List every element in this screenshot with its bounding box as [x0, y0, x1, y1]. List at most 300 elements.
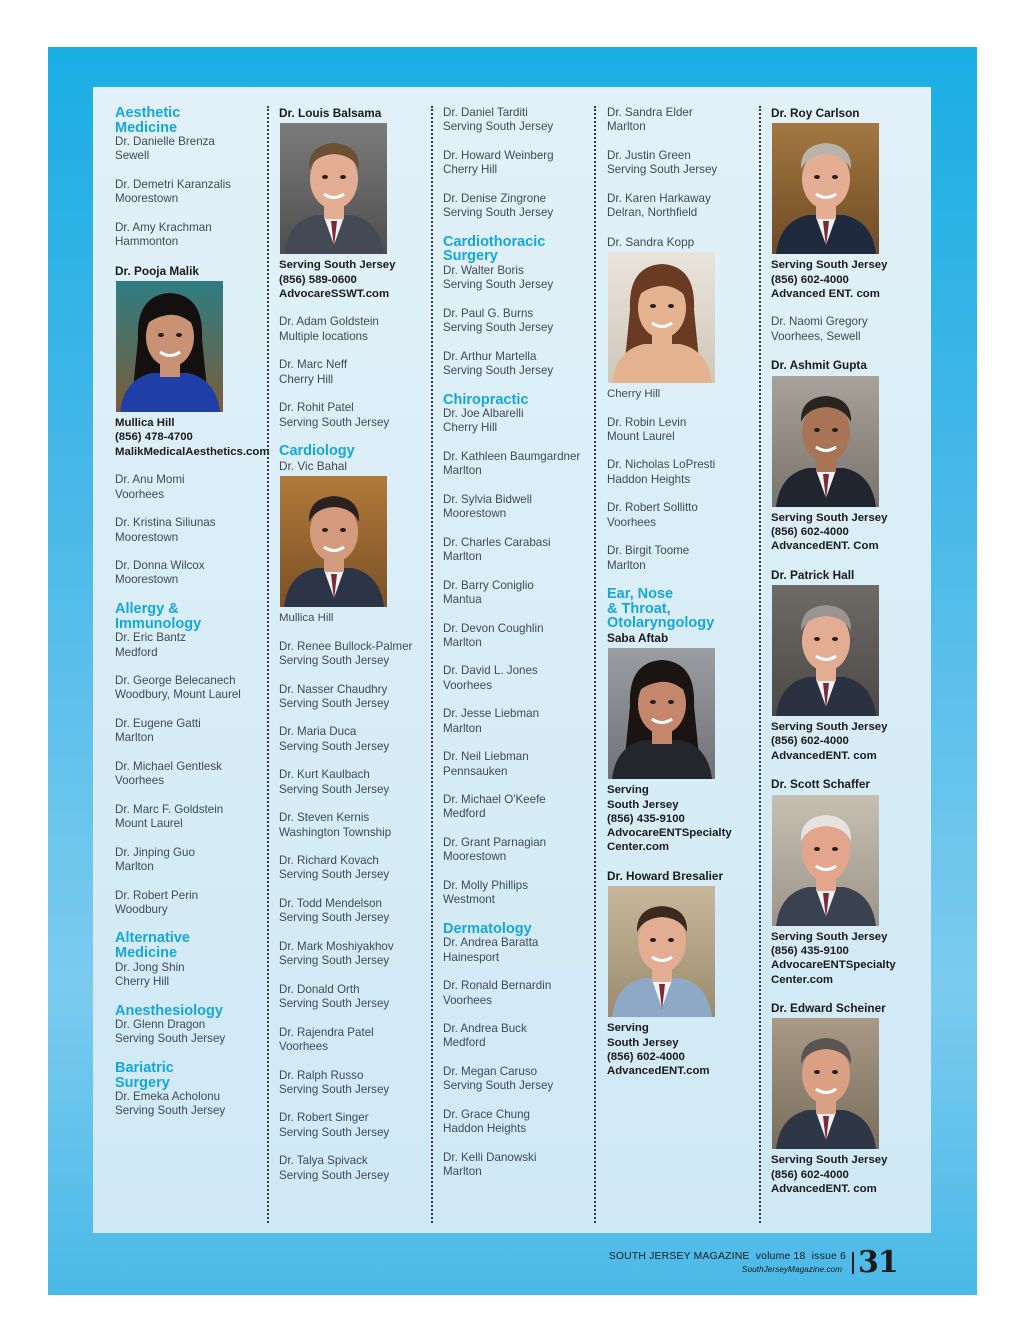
doctor-location: Serving South Jersey: [443, 120, 554, 134]
doctor-entry: [279, 1111, 434, 1140]
doctor-photo: [772, 795, 879, 926]
phone-number: (856) 602-4000: [771, 525, 849, 538]
doctor-entry: [443, 936, 598, 965]
portrait-photo: [772, 123, 879, 254]
doctor-photo: [280, 476, 387, 607]
doctor-name: Dr. Karen Harkaway: [607, 191, 711, 205]
category-heading-line: Ear, Nose: [607, 586, 674, 603]
doctor-name: Dr. Neil Liebman: [443, 750, 529, 764]
portrait-photo: [772, 376, 879, 507]
portrait-photo: [608, 252, 715, 383]
doctor-entry: [443, 750, 598, 779]
featured-doctor-info: [607, 387, 762, 401]
featured-doctor: [771, 1001, 926, 1196]
doctor-location: Serving South Jersey: [279, 868, 390, 882]
featured-doctor: [771, 358, 926, 553]
doctor-name: Dr. Kurt Kaulbach: [279, 768, 370, 782]
practice-location: Serving South Jersey: [771, 721, 888, 734]
doctor-entry: [443, 493, 598, 522]
category-heading-line: Cardiothoracic: [443, 233, 546, 250]
category-heading-line: Alternative: [115, 930, 190, 947]
doctor-name: Dr. Robert Perin: [115, 888, 199, 902]
doctor-name: Dr. Talya Spivack: [279, 1154, 368, 1168]
doctor-location: Marlton: [607, 120, 646, 134]
doctor-entry: [443, 579, 598, 608]
doctor-entry: [443, 1151, 598, 1180]
doctor-location: Hainesport: [443, 950, 500, 964]
category-heading-line: Medicine: [115, 119, 178, 136]
doctor-location: Serving South Jersey: [279, 1168, 390, 1182]
doctor-entry: [115, 674, 270, 703]
doctor-name: Dr. Ralph Russo: [279, 1068, 364, 1082]
doctor-name: Dr. Joe Albarelli: [443, 407, 524, 421]
doctor-entry: [607, 544, 762, 573]
doctor-location: Cherry Hill: [115, 974, 170, 988]
featured-doctor-name: Dr. Vic Bahal: [279, 458, 347, 473]
doctor-name: Dr. Kelli Danowski: [443, 1150, 537, 1164]
footer-url[interactable]: SouthJerseyMagazine.com: [741, 1264, 842, 1274]
practice-location: Serving: [607, 1022, 649, 1035]
column-divider: [267, 106, 269, 1223]
doctor-name: Dr. Adam Goldstein: [279, 315, 379, 329]
doctor-photo: [608, 886, 715, 1017]
practice-location: AdvancedENT. com: [771, 1183, 877, 1196]
doctor-location: Serving South Jersey: [607, 163, 718, 177]
featured-doctor: [607, 631, 762, 855]
doctor-name: Dr. Birgit Toome: [607, 544, 690, 558]
doctor-location: Serving South Jersey: [279, 997, 390, 1011]
doctor-location: Serving South Jersey: [279, 415, 390, 429]
practice-location: AdvancedENT. com: [771, 749, 877, 762]
doctor-name: Dr. Todd Mendelson: [279, 896, 382, 910]
doctor-entry: [279, 358, 434, 387]
doctor-entry: [443, 350, 598, 379]
doctor-entry: [115, 221, 270, 250]
portrait-photo: [772, 795, 879, 926]
doctor-name: Dr. Paul G. Burns: [443, 306, 534, 320]
doctor-name: Dr. Jesse Liebman: [443, 707, 540, 721]
page-number: 31: [858, 1245, 898, 1280]
category-heading: [115, 106, 270, 135]
doctor-entry: [115, 1090, 270, 1119]
doctor-entry: [443, 407, 598, 436]
doctor-entry: [279, 897, 434, 926]
doctor-entry: [279, 940, 434, 969]
doctor-name: Dr. Howard Weinberg: [443, 148, 554, 162]
doctor-entry: [443, 793, 598, 822]
doctor-entry: [115, 760, 270, 789]
doctor-entry: [279, 401, 434, 430]
footer-masthead: [609, 1251, 846, 1262]
doctor-photo: [772, 376, 879, 507]
doctor-name: Dr. Rohit Patel: [279, 401, 354, 415]
doctor-name: Dr. David L. Jones: [443, 664, 538, 678]
doctor-entry: [115, 178, 270, 207]
doctor-location: Serving South Jersey: [443, 321, 554, 335]
doctor-name: Dr. Ronald Bernardin: [443, 979, 552, 993]
doctor-entry: [607, 106, 762, 135]
doctor-name: Dr. Renee Bullock-Palmer: [279, 639, 413, 653]
doctor-location: Voorhees: [115, 487, 164, 501]
doctor-entry: [607, 501, 762, 530]
featured-doctor-name: Dr. Patrick Hall: [771, 567, 855, 582]
phone-number: (856) 478-4700: [115, 431, 193, 444]
category-heading: [443, 922, 598, 937]
featured-doctor: [279, 106, 434, 301]
doctor-entry: [607, 416, 762, 445]
doctor-entry: [607, 149, 762, 178]
doctor-location: Serving South Jersey: [115, 1104, 226, 1118]
category-heading-line: Anesthesiology: [115, 1002, 223, 1019]
featured-doctor-name: Dr. Ashmit Gupta: [771, 358, 867, 373]
website-link[interactable]: AdvocareSSWT.com: [279, 287, 390, 300]
doctor-entry: [115, 135, 270, 164]
doctor-name: Dr. Michael O'Keefe: [443, 793, 546, 807]
doctor-location: Voorhees: [607, 515, 656, 529]
doctor-entry: [279, 1069, 434, 1098]
doctor-location: Cherry Hill: [443, 163, 498, 177]
practice-location: Serving South Jersey: [771, 930, 888, 943]
doctor-name: Dr. Eric Bantz: [115, 631, 186, 645]
doctor-location: Multiple locations: [279, 329, 368, 343]
phone-number: (856) 435-9100: [607, 812, 685, 825]
doctor-entry: [443, 707, 598, 736]
featured-doctor-name: Dr. Louis Balsama: [279, 106, 382, 120]
phone-number: (856) 602-4000: [607, 1050, 685, 1063]
doctor-name: Dr. Demetri Karanzalis: [115, 178, 231, 192]
column-divider: [594, 106, 596, 1223]
category-heading: [443, 235, 598, 264]
doctor-entry: [115, 516, 270, 545]
doctor-name: Dr. Marc Neff: [279, 358, 348, 372]
doctor-entry: [443, 664, 598, 693]
doctor-location: Woodbury: [115, 902, 168, 916]
doctor-location: Marlton: [443, 550, 482, 564]
doctor-name: Dr. Danielle Brenza: [115, 135, 215, 149]
doctor-entry: [279, 1154, 434, 1183]
featured-doctor-info: [771, 1153, 926, 1196]
doctor-location: Marlton: [443, 721, 482, 735]
doctor-name: Dr. Daniel Tarditi: [443, 106, 528, 119]
doctor-photo: [280, 123, 387, 254]
doctor-entry: [115, 1018, 270, 1047]
doctor-location: Moorestown: [443, 507, 507, 521]
doctor-entry: [115, 473, 270, 502]
practice-location: Mullica Hill: [115, 417, 175, 430]
doctor-name: Dr. Anu Momi: [115, 473, 185, 487]
doctor-location: Marlton: [443, 1165, 482, 1179]
doctor-location: Serving South Jersey: [279, 653, 390, 667]
portrait-photo: [772, 585, 879, 716]
doctor-name: Dr. Maria Duca: [279, 725, 357, 739]
category-heading-line: Surgery: [443, 248, 498, 265]
doctor-entry: [443, 450, 598, 479]
doctor-name: Dr. Arthur Martella: [443, 349, 537, 363]
doctor-location: Serving South Jersey: [279, 911, 390, 925]
doctor-name: Dr. Barry Coniglio: [443, 578, 534, 592]
doctor-name: Dr. Emeka Acholonu: [115, 1090, 221, 1104]
portrait-photo: [772, 1018, 879, 1149]
website-link[interactable]: Center.com: [771, 973, 834, 986]
doctor-entry: [771, 315, 926, 344]
practice-location: Serving South Jersey: [771, 511, 888, 524]
portrait-photo: [608, 648, 715, 779]
doctor-location: Medford: [443, 807, 486, 821]
practice-location: Serving: [607, 784, 649, 797]
practice-location: Advanced ENT. com: [771, 287, 880, 300]
doctor-entry: [279, 640, 434, 669]
doctor-name: Dr. Denise Zingrone: [443, 191, 547, 205]
doctor-name: Dr. George Belecanech: [115, 674, 236, 688]
category-heading-line: Chiropractic: [443, 391, 529, 408]
doctor-location: Voorhees, Sewell: [771, 329, 861, 343]
category-heading-line: Medicine: [115, 945, 178, 962]
footer-volume: volume 18: [755, 1251, 806, 1262]
doctor-location: Westmont: [443, 893, 495, 907]
phone-number: (856) 602-4000: [771, 273, 849, 286]
doctor-entry: [279, 768, 434, 797]
category-heading: [115, 1004, 270, 1019]
doctor-location: Serving South Jersey: [443, 206, 554, 220]
portrait-photo: [280, 123, 387, 254]
doctor-location: Marlton: [443, 464, 482, 478]
featured-doctor: [279, 459, 434, 626]
phone-number: (856) 602-4000: [771, 735, 849, 748]
doctor-entry: [443, 106, 598, 135]
doctor-location: Serving South Jersey: [279, 696, 390, 710]
doctor-location: Moorestown: [115, 192, 179, 206]
directory-column-3: [443, 106, 598, 1194]
doctor-location: Marlton: [443, 635, 482, 649]
doctor-location: Serving South Jersey: [279, 1125, 390, 1139]
category-heading-line: & Throat,: [607, 600, 671, 617]
featured-doctor: [771, 106, 926, 301]
doctor-name: Dr. Megan Caruso: [443, 1065, 538, 1079]
doctor-name: Dr. Donna Wilcox: [115, 559, 205, 573]
phone-number: (856) 589-0600: [279, 273, 357, 286]
doctor-entry: [115, 559, 270, 588]
doctor-entry: [443, 1065, 598, 1094]
doctor-name: Dr. Molly Phillips: [443, 878, 529, 892]
website-link[interactable]: AdvancedENT.com: [607, 1065, 710, 1078]
doctor-name: Dr. Michael Gentlesk: [115, 759, 222, 773]
doctor-location: Voorhees: [443, 993, 492, 1007]
doctor-name: Dr. Steven Kernis: [279, 811, 370, 825]
doctor-name: Dr. Sylvia Bidwell: [443, 492, 532, 506]
category-heading: [115, 1061, 270, 1090]
category-heading-line: Allergy &: [115, 601, 179, 618]
doctor-entry: [443, 1022, 598, 1051]
category-heading-line: Surgery: [115, 1074, 170, 1091]
doctor-location: Serving South Jersey: [279, 954, 390, 968]
doctor-location: Moorestown: [115, 573, 179, 587]
doctor-entry: [443, 879, 598, 908]
doctor-location: Haddon Heights: [607, 472, 691, 486]
doctor-name: Dr. Eugene Gatti: [115, 716, 201, 730]
doctor-location: Medford: [115, 645, 158, 659]
doctor-name: Dr. Robin Levin: [607, 415, 687, 429]
featured-doctor-info: [607, 783, 762, 854]
doctor-name: Dr. Sandra Elder: [607, 106, 693, 119]
doctor-location: Serving South Jersey: [443, 363, 554, 377]
doctor-entry: [279, 725, 434, 754]
featured-doctor-name: Dr. Roy Carlson: [771, 106, 860, 120]
doctor-entry: [443, 192, 598, 221]
doctor-name: Dr. Walter Boris: [443, 263, 524, 277]
doctor-location: Medford: [443, 1036, 486, 1050]
doctor-entry: [115, 631, 270, 660]
doctor-photo: [772, 585, 879, 716]
category-heading: [607, 587, 762, 631]
doctor-name: Dr. Robert Sollitto: [607, 501, 698, 515]
doctor-location: Serving South Jersey: [279, 782, 390, 796]
doctor-entry: [443, 1108, 598, 1137]
doctor-location: Serving South Jersey: [443, 1079, 554, 1093]
practice-location: AdvocareENTSpecialty: [607, 827, 732, 840]
category-heading: [279, 444, 434, 459]
doctor-entry: [443, 264, 598, 293]
featured-doctor-name: Dr. Pooja Malik: [115, 263, 199, 278]
doctor-name: Dr. Nasser Chaudhry: [279, 682, 388, 696]
footer-issue: issue 6: [811, 1251, 846, 1262]
doctor-location: Voorhees: [115, 774, 164, 788]
portrait-photo: [116, 281, 223, 412]
doctor-location: Mount Laurel: [115, 817, 183, 831]
doctor-name: Dr. Andrea Buck: [443, 1022, 527, 1036]
doctor-name: Dr. Richard Kovach: [279, 854, 379, 868]
featured-doctor-info: [115, 416, 270, 459]
category-heading-line: Bariatric: [115, 1060, 174, 1076]
doctor-entry: [443, 622, 598, 651]
doctor-entry: [443, 307, 598, 336]
doctor-location: Woodbury, Mount Laurel: [115, 688, 241, 702]
practice-location: Cherry Hill: [607, 387, 661, 400]
doctor-name: Dr. Kathleen Baumgardner: [443, 450, 581, 464]
featured-doctor-info: [771, 258, 926, 301]
doctor-location: Mantua: [443, 592, 482, 606]
doctor-location: Serving South Jersey: [115, 1032, 226, 1046]
featured-doctor: [607, 869, 762, 1078]
doctor-name: Dr. Jong Shin: [115, 960, 185, 974]
phone-number: (856) 602-4000: [771, 1168, 849, 1181]
doctor-location: Cherry Hill: [279, 372, 334, 386]
doctor-location: Serving South Jersey: [443, 278, 554, 292]
category-heading-line: Otolaryngology: [607, 615, 715, 632]
doctor-entry: [443, 979, 598, 1008]
featured-doctor-name: Dr. Howard Bresalier: [607, 868, 724, 883]
website-link[interactable]: Center.com: [607, 841, 670, 854]
doctor-location: Hammonton: [115, 235, 179, 249]
doctor-entry: [279, 1026, 434, 1055]
doctor-name: Dr. Mark Moshiyakhov: [279, 939, 394, 953]
doctor-name: Dr. Rajendra Patel: [279, 1025, 374, 1039]
practice-location: South Jersey: [607, 1036, 679, 1049]
doctor-entry: [279, 315, 434, 344]
category-heading-line: Cardiology: [279, 443, 355, 460]
category-heading-line: Aesthetic: [115, 105, 181, 121]
doctor-location: Serving South Jersey: [279, 739, 390, 753]
practice-location: AdvocareENTSpecialty: [771, 959, 896, 972]
doctor-photo: [608, 252, 715, 383]
doctor-name: Dr. Andrea Baratta: [443, 936, 539, 950]
featured-doctor-name: Dr. Edward Scheiner: [771, 1001, 886, 1016]
practice-location: Serving South Jersey: [771, 1154, 888, 1167]
practice-location: Mullica Hill: [279, 612, 334, 625]
doctor-name: Dr. Marc F. Goldstein: [115, 802, 224, 816]
portrait-photo: [280, 476, 387, 607]
doctor-location: Marlton: [115, 731, 154, 745]
doctor-location: Voorhees: [279, 1039, 328, 1053]
doctor-entry: [279, 983, 434, 1012]
featured-doctor: [607, 235, 762, 402]
category-heading-line: Dermatology: [443, 920, 532, 937]
practice-location: Serving South Jersey: [771, 259, 888, 272]
doctor-name: Dr. Naomi Gregory: [771, 315, 868, 329]
doctor-location: Marlton: [115, 859, 154, 873]
doctor-location: Sewell: [115, 149, 150, 163]
doctor-entry: [279, 854, 434, 883]
doctor-name: Dr. Jinping Guo: [115, 845, 195, 859]
doctor-name: Dr. Grant Parnagian: [443, 836, 547, 850]
column-divider: [759, 106, 761, 1223]
doctor-name: Dr. Amy Krachman: [115, 220, 212, 234]
category-heading: [115, 931, 270, 960]
doctor-location: Pennsauken: [443, 764, 508, 778]
directory-column-2: [279, 106, 434, 1197]
doctor-name: Dr. Glenn Dragon: [115, 1018, 206, 1032]
doctor-location: Moorestown: [443, 850, 507, 864]
featured-doctor-info: [771, 720, 926, 763]
directory-column-4: [607, 106, 762, 1093]
featured-doctor-info: [279, 611, 434, 625]
featured-doctor: [115, 264, 270, 459]
website-link[interactable]: MalikMedicalAesthetics.com: [115, 445, 270, 458]
doctor-name: Dr. Grace Chung: [443, 1107, 530, 1121]
doctor-location: Delran, Northfield: [607, 206, 698, 220]
doctor-entry: [115, 803, 270, 832]
doctor-location: Mount Laurel: [607, 429, 675, 443]
doctor-entry: [115, 846, 270, 875]
doctor-name: Dr. Donald Orth: [279, 982, 360, 996]
featured-doctor-info: [607, 1021, 762, 1078]
featured-doctor-name: Saba Aftab: [607, 630, 669, 645]
doctor-entry: [443, 149, 598, 178]
doctor-photo: [608, 648, 715, 779]
doctor-photo: [772, 1018, 879, 1149]
portrait-photo: [608, 886, 715, 1017]
doctor-entry: [607, 458, 762, 487]
column-divider: [431, 106, 433, 1223]
featured-doctor-info: [279, 258, 434, 301]
doctor-entry: [115, 961, 270, 990]
footer-magazine-name: SOUTH JERSEY MAGAZINE: [608, 1251, 750, 1262]
doctor-photo: [116, 281, 223, 412]
footer-divider: [852, 1252, 854, 1274]
doctor-entry: [115, 717, 270, 746]
doctor-location: Washington Township: [279, 825, 392, 839]
practice-location: AdvancedENT. Com: [771, 540, 879, 553]
doctor-entry: [607, 192, 762, 221]
doctor-location: Cherry Hill: [443, 421, 498, 435]
doctor-location: Haddon Heights: [443, 1122, 527, 1136]
directory-column-1: [115, 106, 270, 1133]
doctor-entry: [279, 683, 434, 712]
featured-doctor-info: [771, 511, 926, 554]
doctor-location: Moorestown: [115, 530, 179, 544]
doctor-location: Serving South Jersey: [279, 1082, 390, 1096]
featured-doctor-name: Dr. Sandra Kopp: [607, 234, 695, 249]
doctor-location: Marlton: [607, 558, 646, 572]
